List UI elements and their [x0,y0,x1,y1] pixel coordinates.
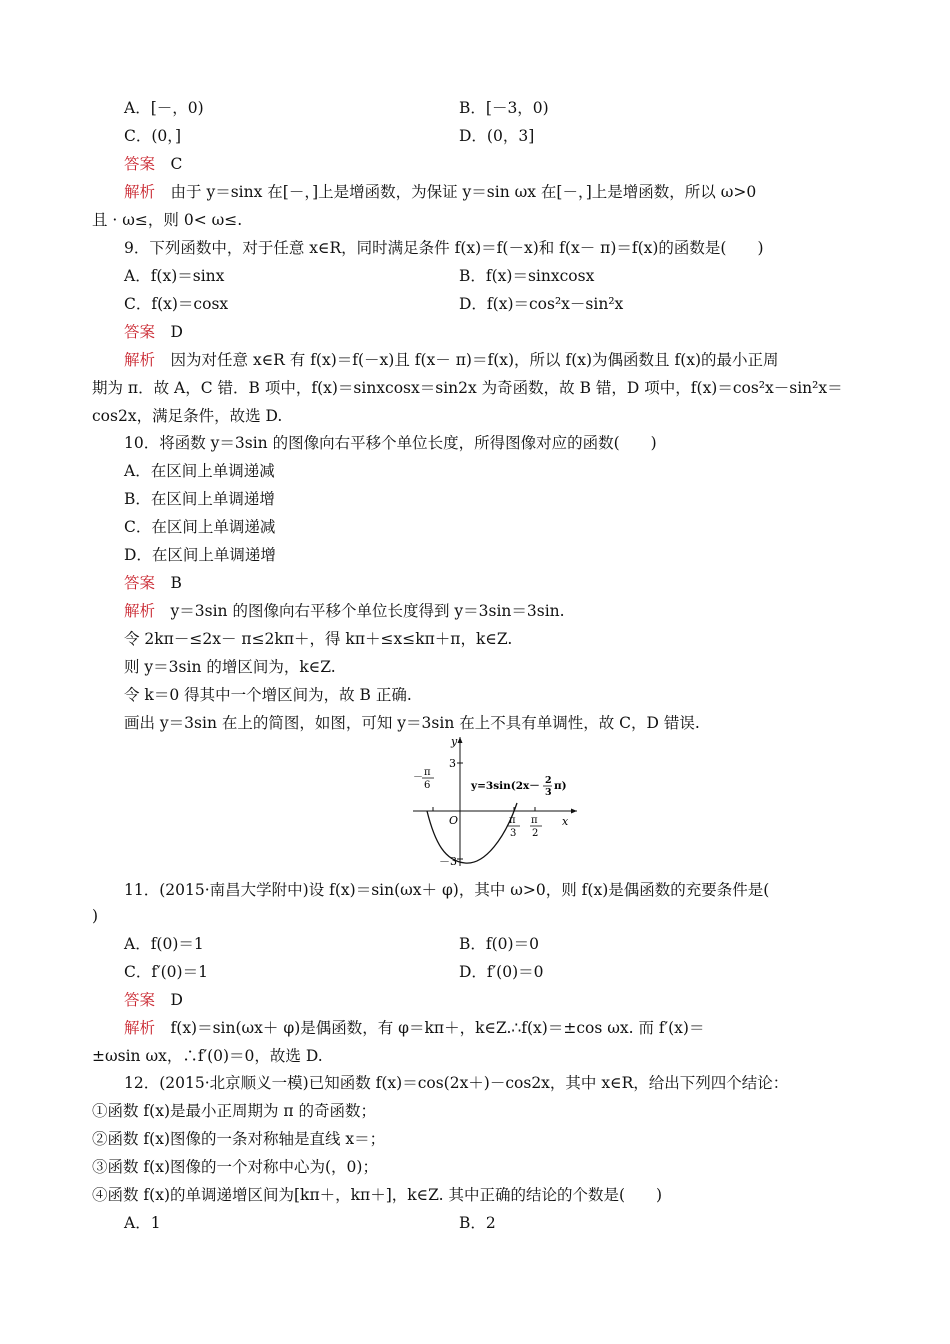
analysis-label: 解析 [124,602,156,620]
neg-sign: － [413,772,423,783]
answer-value: C [170,155,183,173]
analysis-text: f(x)＝sin(ωx＋ φ)是偶函数，有 φ＝kπ＋，k∈Z.∴f(x)＝±cos ωx. 而 f′(x)＝ [170,1019,705,1037]
y-max-label: 3 [449,757,456,770]
q10-analysis-line-5: 画出 y＝3sin 在上的简图，如图，可知 y＝3sin 在上不具有单调性，故 C，D 错误. [124,714,700,732]
answer-label: 答案 [124,574,156,592]
q12-item-2: ②函数 f(x)图像的一条对称轴是直线 x＝； [92,1130,386,1148]
analysis-text: 因为对任意 x∈R 有 f(x)＝f(－x)且 f(x－ π)＝f(x)，所以 f(x)为偶函数且 f(x)的最小正周 [170,351,779,369]
q10-answer [124,573,182,593]
pi-3-num: π [509,815,516,826]
y-axis-arrow [458,737,463,743]
analysis-label: 解析 [124,1019,156,1037]
formula-left: y=3sin(2x－ [471,780,540,792]
q9-analysis-line-3: cos2x，满足条件，故选 D. [92,407,283,425]
q11-stem-line-2: ) [92,907,99,925]
neg-pi-6-num: π [424,767,431,778]
q9-analysis-line-1 [124,350,779,370]
pi-2-num: π [531,815,538,826]
q10-analysis-line-4: 令 k＝0 得其中一个增区间为，故 B 正确. [124,686,412,704]
q9-answer [124,322,183,342]
analysis-text: y＝3sin 的图像向右平移个单位长度得到 y＝3sin＝3sin. [170,602,565,620]
q9-stem: 9．下列函数中，对于任意 x∈R，同时满足条件 f(x)＝f(－x)和 f(x－ π)＝f(x)的函数是( ) [124,239,764,257]
q10-analysis-line-1 [124,601,565,621]
answer-value: D [170,323,183,341]
neg-pi-6-den: 6 [424,780,431,791]
pi-2-den: 2 [532,828,539,839]
q10-stem: 10．将函数 y＝3sin 的图像向右平移个单位长度，所得图像对应的函数( ) [124,434,657,452]
origin-label: O [449,814,459,827]
q9-analysis-line-2: 期为 π．故 A，C 错．B 项中，f(x)＝sinxcosx＝sin2x 为奇函数，故 B 错，D 项中，f(x)＝cos²x－sin²x＝ [92,379,843,397]
q12-stem: 12．(2015·北京顺义一模)已知函数 f(x)＝cos(2x＋)－cos2x，其中 x∈R，给出下列四个结论： [124,1074,789,1092]
q10-option-b: B．在区间上单调递增 [124,490,275,508]
q12-option-a: A．1 [124,1214,161,1232]
q9-option-b: B．f(x)＝sinxcosx [459,267,595,285]
y-min-label: －3 [439,855,457,868]
q11-option-b: B．f(0)＝0 [459,935,539,953]
q9-option-a: A．f(x)＝sinx [124,267,225,285]
q10-option-c: C．在区间上单调递减 [124,518,276,536]
q8-option-c: C．(0，] [124,127,182,145]
q11-answer [124,990,183,1010]
answer-label: 答案 [124,155,156,173]
q10-option-a: A．在区间上单调递减 [124,462,275,480]
q10-option-d: D．在区间上单调递增 [124,546,276,564]
q11-analysis-line-2: ±ωsin ωx，∴f′(0)＝0，故选 D. [92,1047,323,1065]
q12-option-b: B．2 [459,1214,496,1232]
x-axis-arrow [571,809,577,814]
q8-analysis-line-2: 且 · ω≤，则 0< ω≤. [92,211,243,229]
q11-analysis-line-1 [124,1018,704,1038]
analysis-text: 由于 y＝sinx 在[－，]上是增函数，为保证 y＝sin ωx 在[－，]上是增函数，所以 ω>0 [170,183,757,201]
x-axis-label: x [562,815,569,828]
answer-value: B [170,574,182,592]
formula-right: π) [554,780,567,792]
sine-graph-figure [405,733,580,868]
q12-item-4: ④函数 f(x)的单调递增区间为[kπ＋，kπ＋]，k∈Z. 其中正确的结论的个数是( ) [92,1186,663,1204]
pi-3-den: 3 [510,828,517,839]
q9-option-d: D．f(x)＝cos²x－sin²x [459,295,624,313]
analysis-label: 解析 [124,183,156,201]
q12-item-1: ①函数 f(x)是最小正周期为 π 的奇函数； [92,1102,377,1120]
q12-item-3: ③函数 f(x)图像的一个对称中心为(，0)； [92,1158,378,1176]
q8-option-d: D．(0，3] [459,127,535,145]
q8-option-b: B．[－3，0) [459,99,549,117]
q8-answer [124,154,182,174]
q11-stem-line-1: 11．(2015·南昌大学附中)设 f(x)＝sin(ωx＋ φ)，其中 ω>0，则 f(x)是偶函数的充要条件是( [124,881,770,899]
q10-analysis-line-3: 则 y＝3sin 的增区间为，k∈Z. [124,658,336,676]
q8-analysis-line-1 [124,182,756,202]
q11-option-d: D．f′(0)＝0 [459,963,544,981]
q9-option-c: C．f(x)＝cosx [124,295,229,313]
q10-analysis-line-2: 令 2kπ－≤2x－ π≤2kπ＋，得 kπ＋≤x≤kπ＋π，k∈Z. [124,630,513,648]
formula-frac-num: 2 [545,775,552,786]
answer-label: 答案 [124,991,156,1009]
q8-option-a: A．[－，0) [124,99,204,117]
analysis-label: 解析 [124,351,156,369]
answer-label: 答案 [124,323,156,341]
answer-value: D [170,991,183,1009]
q11-option-c: C．f′(0)＝1 [124,963,208,981]
formula-frac-den: 3 [545,787,552,798]
q11-option-a: A．f(0)＝1 [124,935,204,953]
y-axis-label: y [451,735,458,748]
